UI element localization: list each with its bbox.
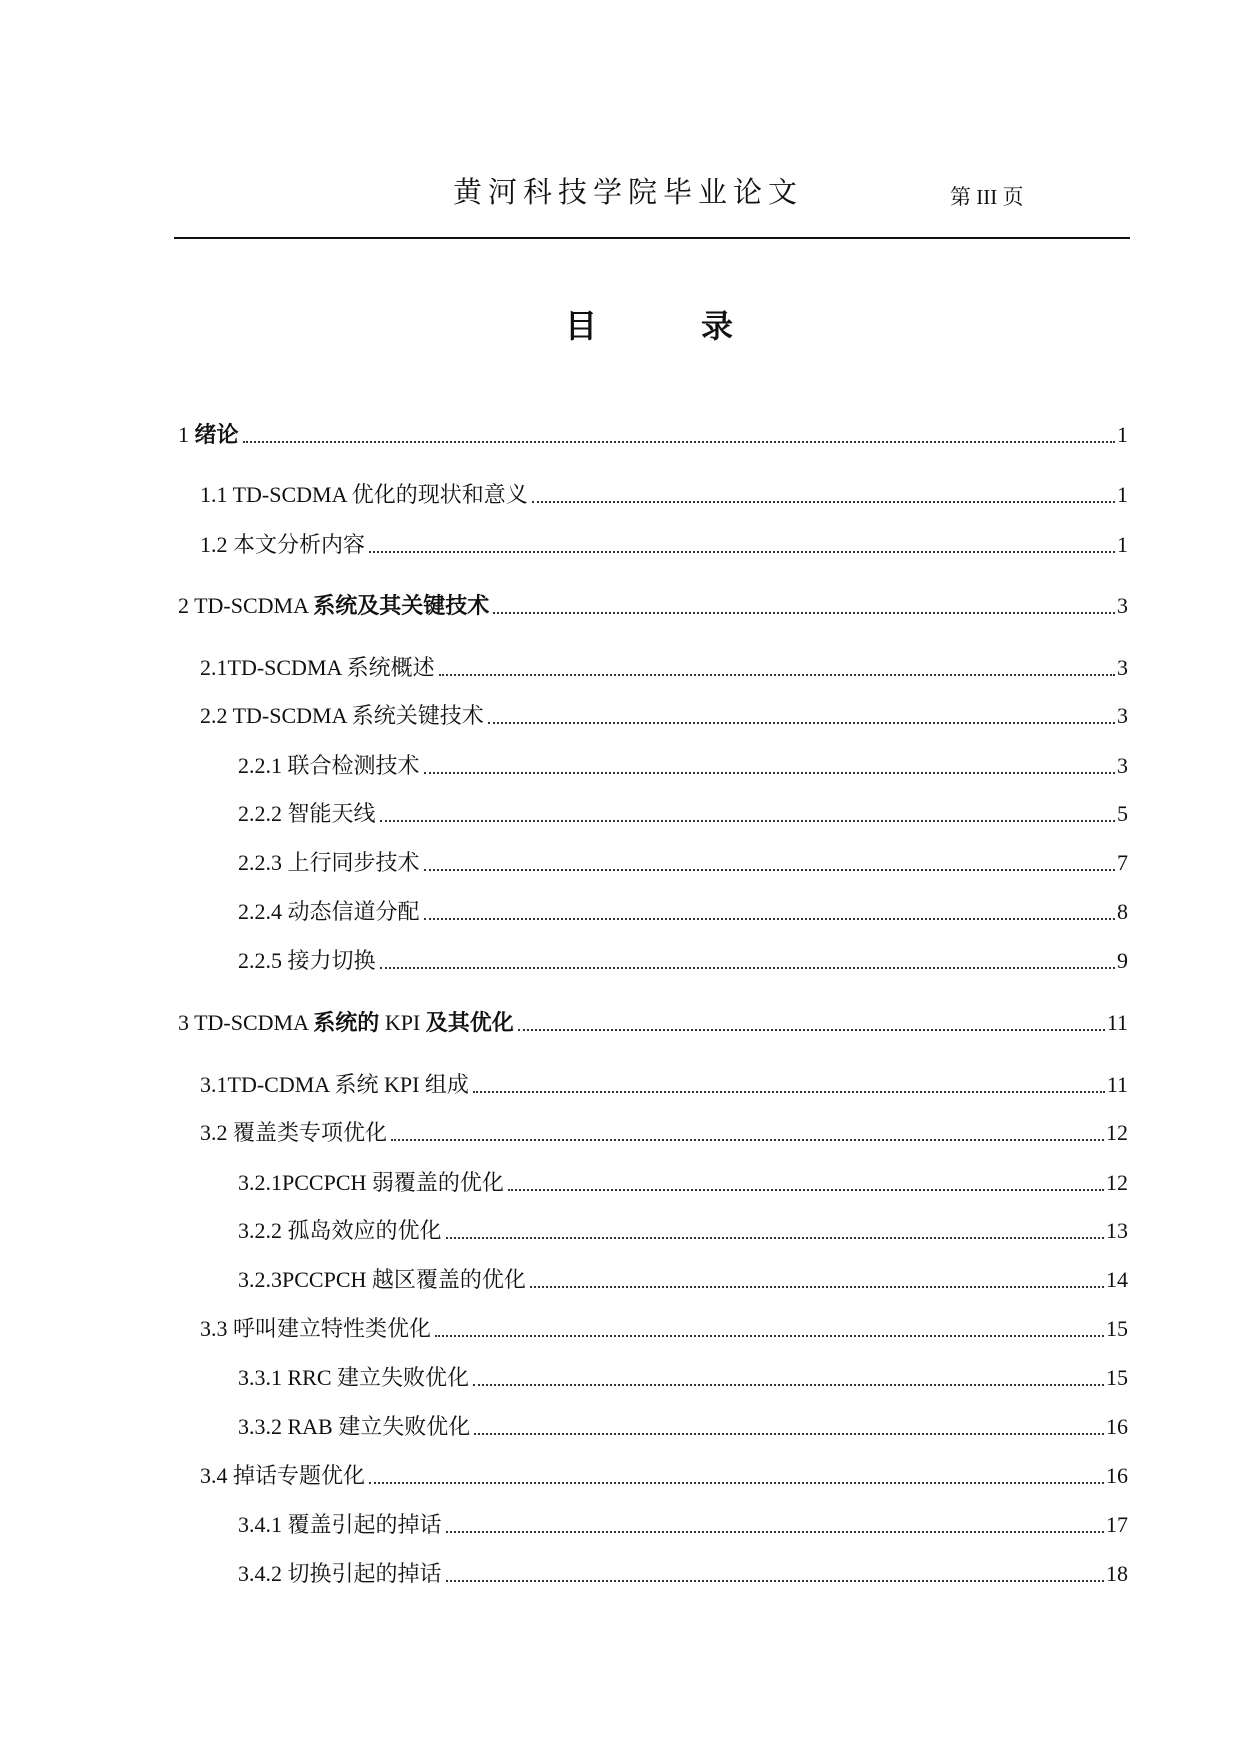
dot-leader <box>369 551 1115 553</box>
toc-entry-label: 2.2.1 联合检测技术 <box>238 753 420 778</box>
toc-entry <box>200 530 1128 560</box>
dot-leader <box>446 1237 1104 1239</box>
toc-entry-page-number: 5 <box>1117 801 1128 826</box>
toc-entry <box>200 653 1128 683</box>
dot-leader <box>424 772 1115 774</box>
toc-entry-label: 2.2.5 接力切换 <box>238 948 376 973</box>
toc-entry-label: 2.2.2 智能天线 <box>238 801 376 826</box>
page-number-label: 第 III 页 <box>950 185 1024 209</box>
toc-entry <box>238 751 1128 781</box>
toc-entry-page-number: 1 <box>1117 482 1128 507</box>
toc-entry-page-number: 17 <box>1106 1512 1128 1537</box>
toc-entry <box>200 1118 1128 1148</box>
dot-leader <box>424 918 1115 920</box>
toc-entry-label: 2.2.3 上行同步技术 <box>238 850 420 875</box>
toc-entry-label <box>178 591 489 621</box>
thesis-header-title: 黄河科技学院毕业论文 <box>452 177 803 209</box>
dot-leader <box>530 1286 1104 1288</box>
dot-leader <box>493 612 1115 614</box>
toc-entry-page-number: 15 <box>1106 1316 1128 1341</box>
toc-entry-label-part: 系统的 <box>313 1010 380 1035</box>
toc-entry-label: 3.3.1 RRC 建立失败优化 <box>238 1365 470 1390</box>
dot-leader <box>391 1139 1104 1141</box>
toc-entry <box>178 1008 1128 1038</box>
dot-leader <box>380 820 1115 822</box>
dot-leader <box>243 441 1115 443</box>
toc-entry-label-part: KPI <box>379 1010 426 1035</box>
toc-entry <box>238 799 1128 829</box>
toc-entry <box>238 897 1128 927</box>
toc-entry <box>200 1070 1128 1100</box>
toc-entry-label: 3.2.1PCCPCH 弱覆盖的优化 <box>238 1170 504 1195</box>
toc-entry <box>238 1216 1128 1246</box>
toc-entry-page-number: 1 <box>1117 422 1128 447</box>
toc-heading-char: 目 <box>564 308 597 344</box>
toc-entry-page-number: 14 <box>1106 1267 1128 1292</box>
dot-leader <box>439 674 1115 676</box>
toc-entry-label: 3.4 掉话专题优化 <box>200 1463 366 1488</box>
toc-entry-page-number: 12 <box>1106 1120 1128 1145</box>
toc-heading-char: 录 <box>700 308 733 344</box>
toc-entry <box>238 1510 1128 1540</box>
toc-entry-page-number: 15 <box>1106 1365 1128 1390</box>
toc-entry-label-part: 绪论 <box>194 422 239 447</box>
dot-leader <box>508 1189 1104 1191</box>
toc-entry-label <box>178 420 239 450</box>
dot-leader <box>380 967 1115 969</box>
dot-leader <box>435 1335 1104 1337</box>
dot-leader <box>488 722 1115 724</box>
dot-leader <box>473 1091 1105 1093</box>
toc-entry-page-number: 16 <box>1106 1463 1128 1488</box>
toc-entry-page-number: 3 <box>1117 593 1128 618</box>
toc-entry-label-part: 1 <box>178 422 195 447</box>
toc-entry-page-number: 13 <box>1106 1218 1128 1243</box>
toc-entry-label-part: 及其优化 <box>425 1010 514 1035</box>
toc-entry-label: 3.2.3PCCPCH 越区覆盖的优化 <box>238 1267 526 1292</box>
dot-leader <box>446 1531 1104 1533</box>
toc-entry-page-number: 7 <box>1117 850 1128 875</box>
toc-entry <box>178 420 1128 450</box>
toc-entry <box>238 848 1128 878</box>
toc-entry-page-number: 11 <box>1106 1072 1128 1097</box>
toc-entry <box>200 1314 1128 1344</box>
toc-entry-label: 3.1TD-CDMA 系统 KPI 组成 <box>200 1072 469 1097</box>
toc-entry-label: 2.2 TD-SCDMA 系统关键技术 <box>200 703 484 728</box>
toc-entry-label: 2.1TD-SCDMA 系统概述 <box>200 655 435 680</box>
toc-entry-page-number: 3 <box>1117 753 1128 778</box>
dot-leader <box>473 1384 1104 1386</box>
toc-entry-label-part: 2 TD-SCDMA <box>178 593 314 618</box>
toc-entry-label: 1.2 本文分析内容 <box>200 532 366 557</box>
dot-leader <box>474 1433 1104 1435</box>
toc-entry-label: 3.2 覆盖类专项优化 <box>200 1120 388 1145</box>
header-rule <box>174 237 1130 239</box>
toc-entry-label <box>178 1008 514 1038</box>
toc-entry-label: 3.4.2 切换引起的掉话 <box>238 1561 442 1586</box>
toc-entry <box>238 1559 1128 1589</box>
toc-entry <box>238 1265 1128 1295</box>
dot-leader <box>532 501 1115 503</box>
toc-entry-page-number: 3 <box>1117 703 1128 728</box>
toc-entry <box>200 1461 1128 1491</box>
dot-leader <box>446 1580 1104 1582</box>
dot-leader <box>424 869 1115 871</box>
dot-leader <box>518 1029 1105 1031</box>
toc-entry-label: 3.2.2 孤岛效应的优化 <box>238 1218 442 1243</box>
toc-entry-page-number: 11 <box>1106 1010 1128 1035</box>
toc-entry-page-number: 16 <box>1106 1414 1128 1439</box>
toc-entry <box>178 591 1128 621</box>
toc-entry-page-number: 8 <box>1117 899 1128 924</box>
toc-entry <box>200 480 1128 510</box>
toc-entry-label: 3.4.1 覆盖引起的掉话 <box>238 1512 442 1537</box>
toc-entry-label: 1.1 TD-SCDMA 优化的现状和意义 <box>200 482 528 507</box>
toc-entry-label: 2.2.4 动态信道分配 <box>238 899 420 924</box>
toc-entry-page-number: 18 <box>1106 1561 1128 1586</box>
dot-leader <box>369 1482 1104 1484</box>
toc-entry-page-number: 1 <box>1117 532 1128 557</box>
toc-entry-page-number: 9 <box>1117 948 1128 973</box>
toc-entry-label: 3.3.2 RAB 建立失败优化 <box>238 1414 471 1439</box>
toc-entry <box>200 701 1128 731</box>
toc-entry-label-part: 系统及其关键技术 <box>313 593 490 618</box>
toc-entry-label-part: 3 TD-SCDMA <box>178 1010 314 1035</box>
toc-entry <box>238 946 1128 976</box>
toc-entry <box>238 1363 1128 1393</box>
toc-entry-page-number: 3 <box>1117 655 1128 680</box>
toc-entry-page-number: 12 <box>1106 1170 1128 1195</box>
toc-entry-label: 3.3 呼叫建立特性类优化 <box>200 1316 432 1341</box>
toc-entry <box>238 1168 1128 1198</box>
toc-entry <box>238 1412 1128 1442</box>
